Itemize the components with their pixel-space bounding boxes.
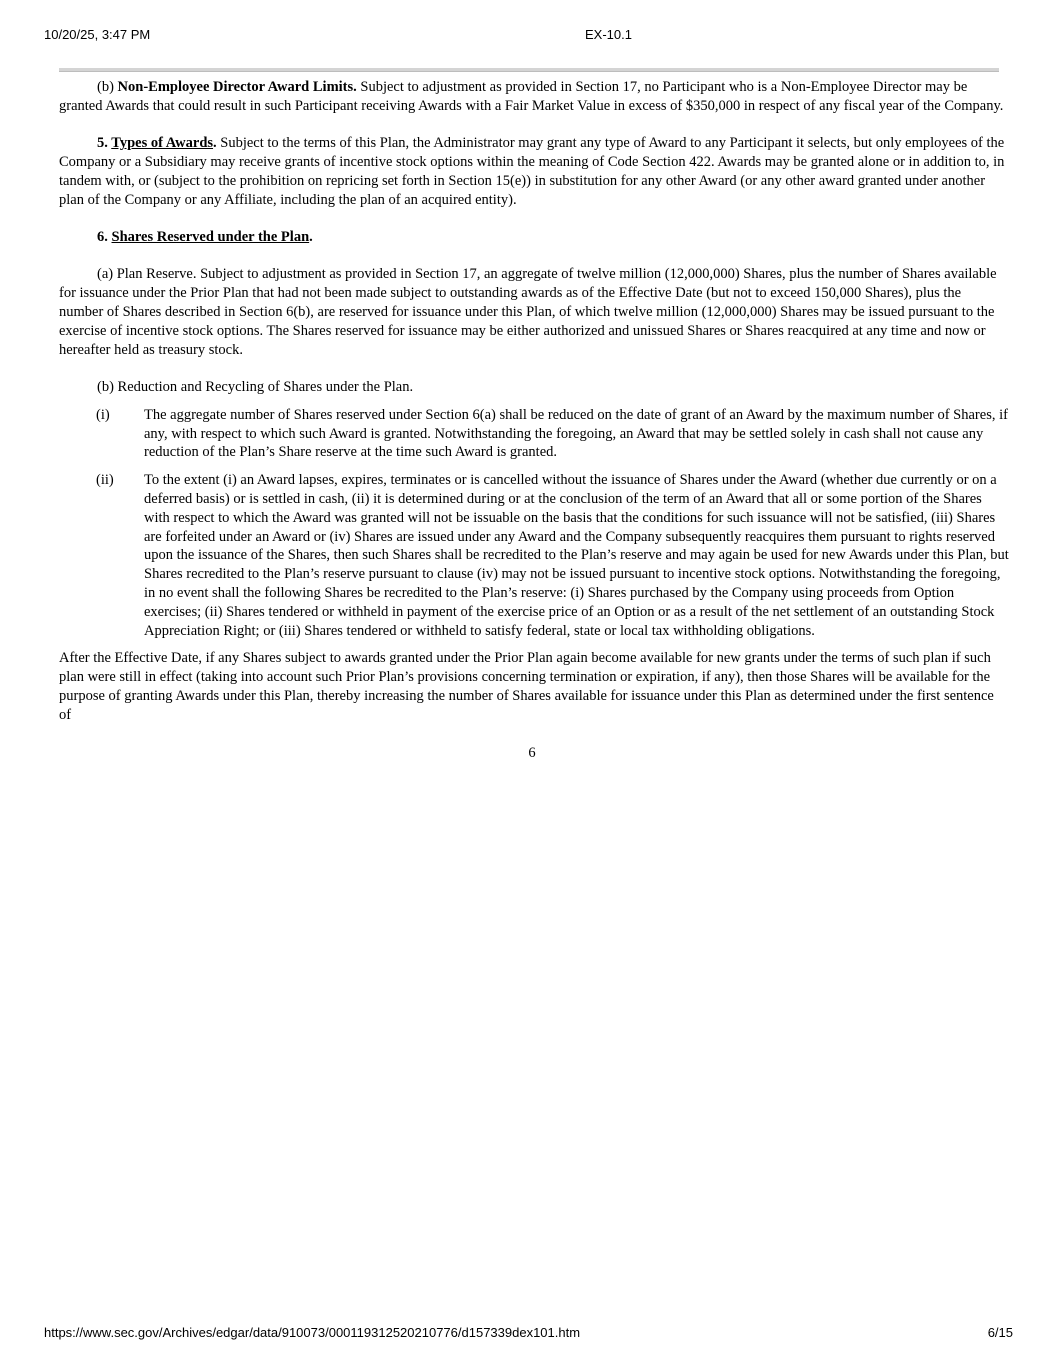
clause-ii-text: To the extent (i) an Award lapses, expires, terminates or is cancelled without the issuance of Shares under the Award (whether due currently or on a deferred basis) or is settled in cash, (ii) it is determined during or at the conclusion of the term of an Award that all or some portion of the Shares with respect to which the Award was granted will not be issuable on the basis that the conditions for such issuance will not be satisfied, (iii) Shares are forfeited under an Award or (iv) Shares are issued under any Award and the Company subsequently reacquires them pursuant to rights reserved upon the issuance of the Shares, then such Shares shall be recredited to the Plan’s reserve and may again be used for new Awards under this Plan, but Shares recredited to the Plan’s reserve pursuant to clause (iv) may not be issued pursuant to incentive stock options. Notwithstanding the foregoing, in no event shall the following Shares be recredited to the Plan’s reserve: (i) Shares purchased by the Company using proceeds from Option exercises; (ii) Shares tendered or withheld in payment of the exercise price of an Option or as a result of the net settlement of an outstanding Stock Appreciation Right; or (iii) Shares tendered or withheld to satisfy federal, state or local tax withholding obligations. [144, 472, 1009, 639]
after-effective-date-paragraph: After the Effective Date, if any Shares subject to awards granted under the Prior Plan again become available for new grants under the terms of such plan if such plan were still in effect (taking into account such Prior Plan’s provisions concerning termination or expiration, if any), then those Shares will be available for the purpose of granting Awards under this Plan, thereby increasing the number of Shares available for issuance under this Plan as determined under the first sentence of [59, 650, 994, 723]
header-divider [59, 68, 999, 72]
section-6-heading: Shares Reserved under the Plan [111, 228, 310, 245]
clause-ii [59, 471, 1009, 640]
section-5-heading: Types of Awards [111, 135, 214, 152]
section-6-period: . [309, 228, 313, 245]
section-6a: (a) Plan Reserve. Subject to adjustment as provided in Section 17, an aggregate of twelve million (12,000,000) Shares, plus the number of Shares available for issuance under the Prior Plan that had not been made subject to outstanding awards as of the Effective Date (but not to exceed 150,000 Shares), plus the number of Shares described in Section 6(b), are reserved for issuance under this Plan, of which twelve million (12,000,000) Shares may be issued pursuant to the exercise of incentive stock options. The Shares reserved for issuance may be either authorized and unissued Shares or Shares reacquired at any time and now or hereafter held as treasury stock. [59, 266, 997, 358]
print-page-count: 6/15 [987, 1325, 1013, 1340]
paragraph-5b-text: Subject to adjustment as provided in Section 17, no Participant who is a Non-Employee Director may be granted Awards that could result in such Participant receiving Awards with a Fair Market Value in excess of $350,000 in respect of any fiscal year of the Company. [59, 79, 1004, 114]
section-5 [59, 134, 1009, 209]
document-body [59, 78, 1009, 763]
section-6-number: 6. [97, 228, 112, 245]
print-footer [0, 1325, 1055, 1343]
print-url: https://www.sec.gov/Archives/edgar/data/910073/000119312520210776/d157339dex101.htm [44, 1325, 581, 1340]
paragraph-5b-label: (b) [97, 79, 118, 95]
print-header [0, 27, 1055, 45]
print-title: EX-10.1 [585, 27, 632, 42]
paragraph-5b-heading: Non-Employee Director Award Limits. [117, 79, 357, 95]
clause-i-number: (i) [96, 406, 110, 423]
clause-ii-number: (ii) [96, 472, 114, 489]
section-5-number: 5. [97, 135, 112, 152]
section-6-heading-line [59, 228, 1009, 247]
section-5-period: . [213, 135, 217, 152]
clause-i-text: The aggregate number of Shares reserved under Section 6(a) shall be reduced on the date of grant of an Award by the maximum number of Shares, if any, with respect to which such Award is granted. Notwithstanding the foregoing, an Award that may be settled solely in cash shall not cause any reduction of the Plan’s Share reserve at the time such Award is granted. [144, 406, 1008, 461]
print-datetime: 10/20/25, 3:47 PM [44, 27, 151, 42]
section-6b: (b) Reduction and Recycling of Shares under the Plan. [97, 378, 414, 395]
section-5-text: Subject to the terms of this Plan, the Administrator may grant any type of Award to any Participant it selects, but only employees of the Company or a Subsidiary may receive grants of incentive stock options within the meaning of Code Section 422. Awards may be granted alone or in addition to, in tandem with, or (subject to the prohibition on repricing set forth in Section 15(e)) in substitution for any other Award (or any other award granted under another plan of the Company or any Affiliate, including the plan of an acquired entity). [59, 135, 1005, 208]
clause-i [59, 406, 1009, 462]
paragraph-5b [59, 78, 1009, 116]
page-number: 6 [528, 745, 536, 762]
